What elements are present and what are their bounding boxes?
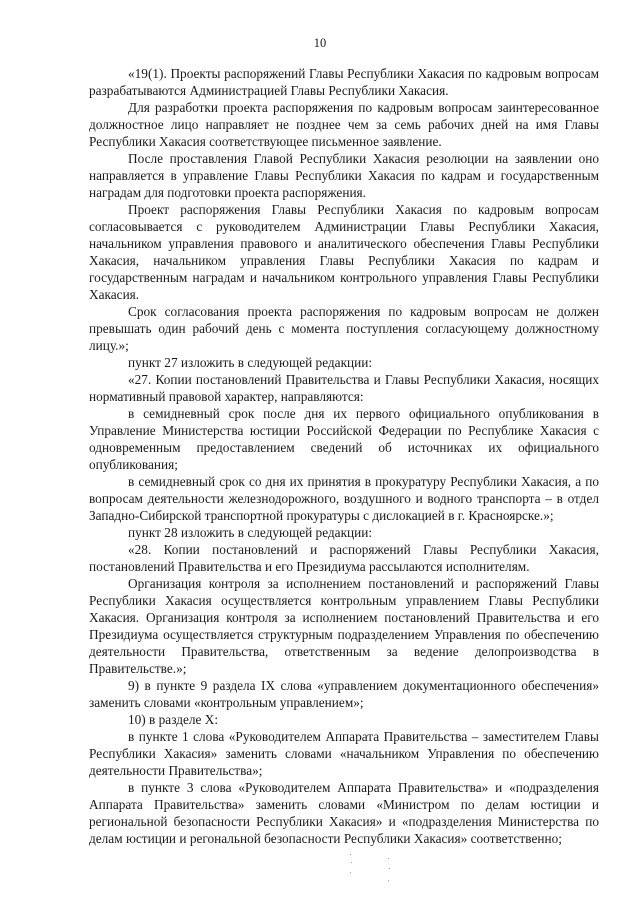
- paragraph: пункт 28 изложить в следующей редакции:: [128, 525, 373, 540]
- paragraph: пункт 27 изложить в следующей редакции:: [128, 355, 373, 370]
- scan-specks: [340, 850, 400, 890]
- paragraph: Для разработки проекта распоряжения по кадровым вопросам заинтересованное должностное лицо направляет не позднее чем за семь рабочих дней на имя Главы Республики Хакасия соответствующее письменное заявление.: [89, 100, 599, 149]
- paragraph: 10) в разделе X:: [128, 712, 219, 727]
- paragraph: 9) в пункте 9 раздела IX слова «управлением документационного обеспечения» заменить словами «контрольным управлением»;: [89, 678, 599, 710]
- document-body: [89, 65, 599, 847]
- paragraph: в семидневный срок после дня их первого официального опубликования в Управление Министерства юстиции Российской Федерации по Республике Хакасия с одновременным предоставлением сведений об источниках их официального опубликования;: [89, 406, 599, 472]
- paragraph: После проставления Главой Республики Хакасия резолюции на заявлении оно направляется в управление Главы Республики Хакасия по кадрам и государственным наградам для подготовки проекта распоряжения.: [89, 151, 599, 200]
- paragraph: «19(1). Проекты распоряжений Главы Республики Хакасия по кадровым вопросам разрабатываются Администрацией Главы Республики Хакасия.: [89, 66, 599, 98]
- paragraph: Проект распоряжения Главы Республики Хакасия по кадровым вопросам согласовывается с руководителем Администрации Главы Республики Хакасия, начальником управления правового и аналитического обеспечения Главы Республики Хакасия, начальником управления Главы Республики Хакасия по кадрам и государственным наградам и начальником контрольного управления Главы Республики Хакасия.: [89, 202, 599, 302]
- paragraph: в семидневный срок со дня их принятия в прокуратуру Республики Хакасия, а по вопросам деятельности железнодорожного, воздушного и водного транспорта – в отдел Западно-Сибирской транспортной прокуратуры с дислокацией в г. Красноярске.»;: [89, 474, 599, 523]
- paragraph: в пункте 3 слова «Руководителем Аппарата Правительства» и «подразделения Аппарата Правительства» заменить словами «Министром по делам юстиции и региональной безопасности Республики Хакасия» и «подразделения Министерства по делам юстиции и регональной безопасности Республики Хакасия» соответственно;: [89, 780, 599, 846]
- page-number: 10: [313, 36, 327, 50]
- paragraph: Срок согласования проекта распоряжения по кадровым вопросам не должен превышать один рабочий день с момента поступления согласующему должностному лицу.»;: [89, 304, 599, 353]
- paragraph: в пункте 1 слова «Руководителем Аппарата Правительства – заместителем Главы Республики Хакасия» заменить словами «начальником Управления по обеспечению деятельности Правительства»;: [89, 729, 599, 778]
- paragraph: «27. Копии постановлений Правительства и Главы Республики Хакасия, носящих нормативный правовой характер, направляются:: [89, 372, 599, 404]
- paragraph: Организация контроля за исполнением постановлений и распоряжений Главы Республики Хакасия осуществляется контрольным управлением Главы Республики Хакасия. Организация контроля за исполнением постановлений Правительства и его Президиума осуществляется структурным подразделением Управления по обеспечению деятельности Правительства, ответственным за ведение делопроизводства в Правительстве.»;: [89, 576, 599, 676]
- paragraph: «28. Копии постановлений и распоряжений Главы Республики Хакасия, постановлений Правительства и его Президиума рассылаются исполнителям.: [89, 542, 599, 574]
